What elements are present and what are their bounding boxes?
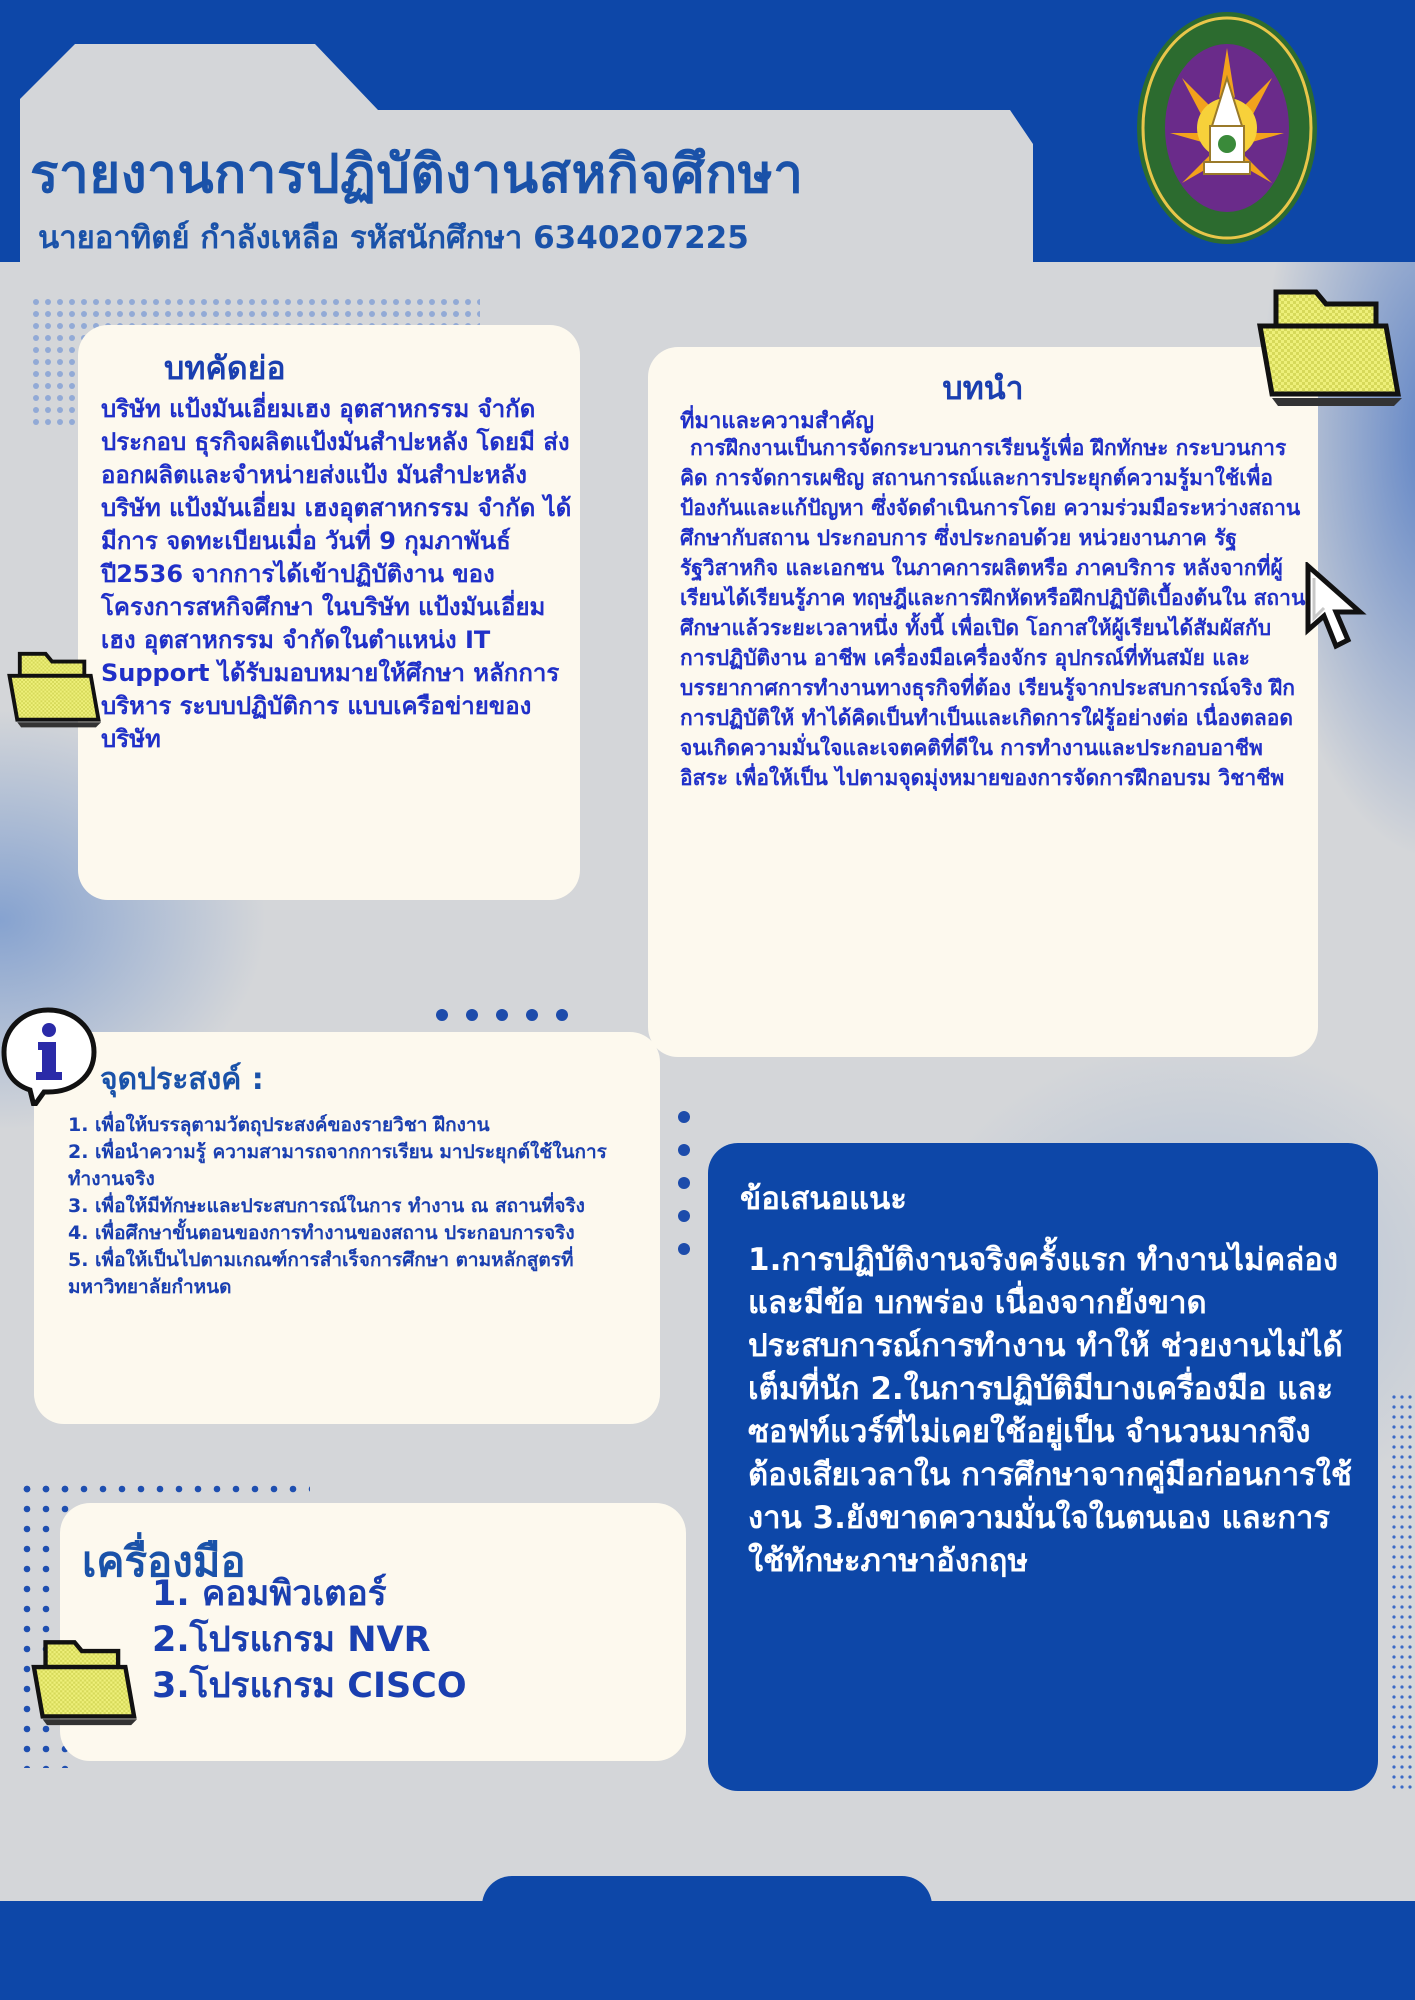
- footer-band: [0, 1901, 1415, 2000]
- objective-item: 5. เพื่อให้เป็นไปตามเกณฑ์การสำเร็จการศึกษา ตามหลักสูตรที่มหาวิทยาลัยกำหนด: [68, 1249, 574, 1298]
- tools-heading: เครื่องมือ: [82, 1537, 246, 1586]
- folder-icon: [1254, 286, 1404, 410]
- university-seal-logo: [1132, 8, 1322, 248]
- info-icon: [0, 1006, 100, 1106]
- dot-column: [672, 1105, 696, 1265]
- tool-item: 3.โปรแกรม CISCO: [152, 1666, 467, 1706]
- objective-item: 3. เพื่อให้มีทักษะและประสบการณ์ในการ ทำงาน ณ สถานที่จริง: [68, 1195, 585, 1217]
- objective-item: 2. เพื่อนำความรู้ ความสามารถจากการเรียน มาประยุกต์ใช้ในการทำงานจริง: [68, 1141, 607, 1190]
- suggestions-card: [708, 1143, 1378, 1791]
- abstract-card: [78, 325, 580, 900]
- objectives-heading: จุดประสงค์ :: [100, 1062, 264, 1097]
- page-subtitle: นายอาทิตย์ กำลังเหลือ รหัสนักศึกษา 6340207225: [38, 220, 749, 256]
- dot-row: [430, 1003, 590, 1027]
- objectives-list: [68, 1112, 648, 1301]
- objective-item: 4. เพื่อศึกษาขั้นตอนของการทำงานของสถาน ประกอบการจริง: [68, 1222, 575, 1244]
- introduction-heading: บทนำ: [942, 369, 1024, 407]
- suggestions-body: 1.การปฏิบัติงานจริงครั้งแรก ทำงานไม่คล่อง และมีข้อ บกพร่อง เนื่องจากยังขาด ประสบการณ์การทำงาน ทำให้ ช่วยงานไม่ได้เต็มที่นัก 2.ในการปฏิบัติมีบางเครื่องมือ และซอฟท์แวร์ที่ไม่เคยใช้อยู่เป็น จำนวนมากจึงต้องเสียเวลาใน การศึกษาจากคู่มือก่อนการใช้ งาน 3.ยังขาดความมั่นใจในตนเอง และการใช้ทักษะภาษาอังกฤษ: [748, 1242, 1352, 1579]
- folder-icon: [4, 650, 104, 730]
- objectives-card: [34, 1032, 660, 1424]
- dot-pattern: [1390, 1392, 1415, 1792]
- page-title: รายงานการปฏิบัติงานสหกิจศึกษา: [30, 144, 804, 205]
- objective-item: 1. เพื่อให้บรรลุตามวัตถุประสงค์ของรายวิชา ฝึกงาน: [68, 1114, 490, 1136]
- cursor-arrow-icon: [1304, 562, 1374, 654]
- introduction-subheading: ที่มาและความสำคัญ: [680, 409, 875, 434]
- tool-item: 2.โปรแกรม NVR: [152, 1620, 431, 1660]
- folder-icon: [28, 1638, 140, 1728]
- tools-card: [60, 1503, 686, 1761]
- tool-item: 1. คอมพิวเตอร์: [152, 1574, 387, 1614]
- abstract-body: บริษัท แป้งมันเอี่ยมเฮง อุตสาหกรรม จำกัด ประกอบ ธุรกิจผลิตแป้งมันสำปะหลัง โดยมี ส่งออกผลิตและจำหน่ายส่งแป้ง มันสำปะหลัง บริษัท แป้งมันเอี่ยม เฮงอุตสาหกรรม จำกัด ได้มีการ จดทะเบียนเมื่อ วันที่ 9 กุมภาพันธ์ ปี2536 จากการได้เข้าปฏิบัติงาน ของโครงการสหกิจศึกษา ในบริษัท แป้งมันเอี่ยมเฮง อุตสาหกรรม จำกัดในตำแหน่ง IT Support ได้รับมอบหมายให้ศึกษา หลักการบริหาร ระบบปฏิบัติการ แบบเครือข่ายของบริษัท: [101, 395, 572, 753]
- suggestions-heading: ข้อเสนอแนะ: [740, 1181, 907, 1217]
- abstract-heading: บทคัดย่อ: [164, 349, 286, 387]
- tools-list: [152, 1571, 467, 1709]
- introduction-body: การฝึกงานเป็นการจัดกระบวนการเรียนรู้เพื่อ ฝึกทักษะ กระบวนการคิด การจัดการเผชิญ สถานการณ์และการประยุกต์ความรู้มาใช้เพื่อ ป้องกันและแก้ปัญหา ซึ่งจัดดำเนินการโดย ความร่วมมือระหว่างสถานศึกษากับสถาน ประกอบการ ซึ่งประกอบด้วย หน่วยงานภาค รัฐ รัฐวิสาหกิจ และเอกชน ในภาคการผลิตหรือ ภาคบริการ หลังจากที่ผู้เรียนได้เรียนรู้ภาค ทฤษฎีและการฝึกหัดหรือฝึกปฏิบัติเบื้องต้นใน สถานศึกษาแล้วระยะเวลาหนึ่ง ทั้งนี้ เพื่อเปิด โอกาสให้ผู้เรียนได้สัมผัสกับการปฏิบัติงาน อาชีพ เครื่องมือเครื่องจักร อุปกรณ์ที่ทันสมัย และบรรยากาศการทำงานทางธุรกิจที่ต้อง เรียนรู้จากประสบการณ์จริง ฝึกการปฏิบัติให้ ทำได้คิดเป็นทำเป็นและเกิดการใฝ่รู้อย่างต่อ เนื่องตลอดจนเกิดความมั่นใจและเจตคติที่ดีใน การทำงานและประกอบอาชีพอิสระ เพื่อให้เป็น ไปตามจุดมุ่งหมายของการจัดการฝึกอบรม วิชาชีพ: [680, 436, 1306, 790]
- introduction-card: [648, 347, 1318, 1057]
